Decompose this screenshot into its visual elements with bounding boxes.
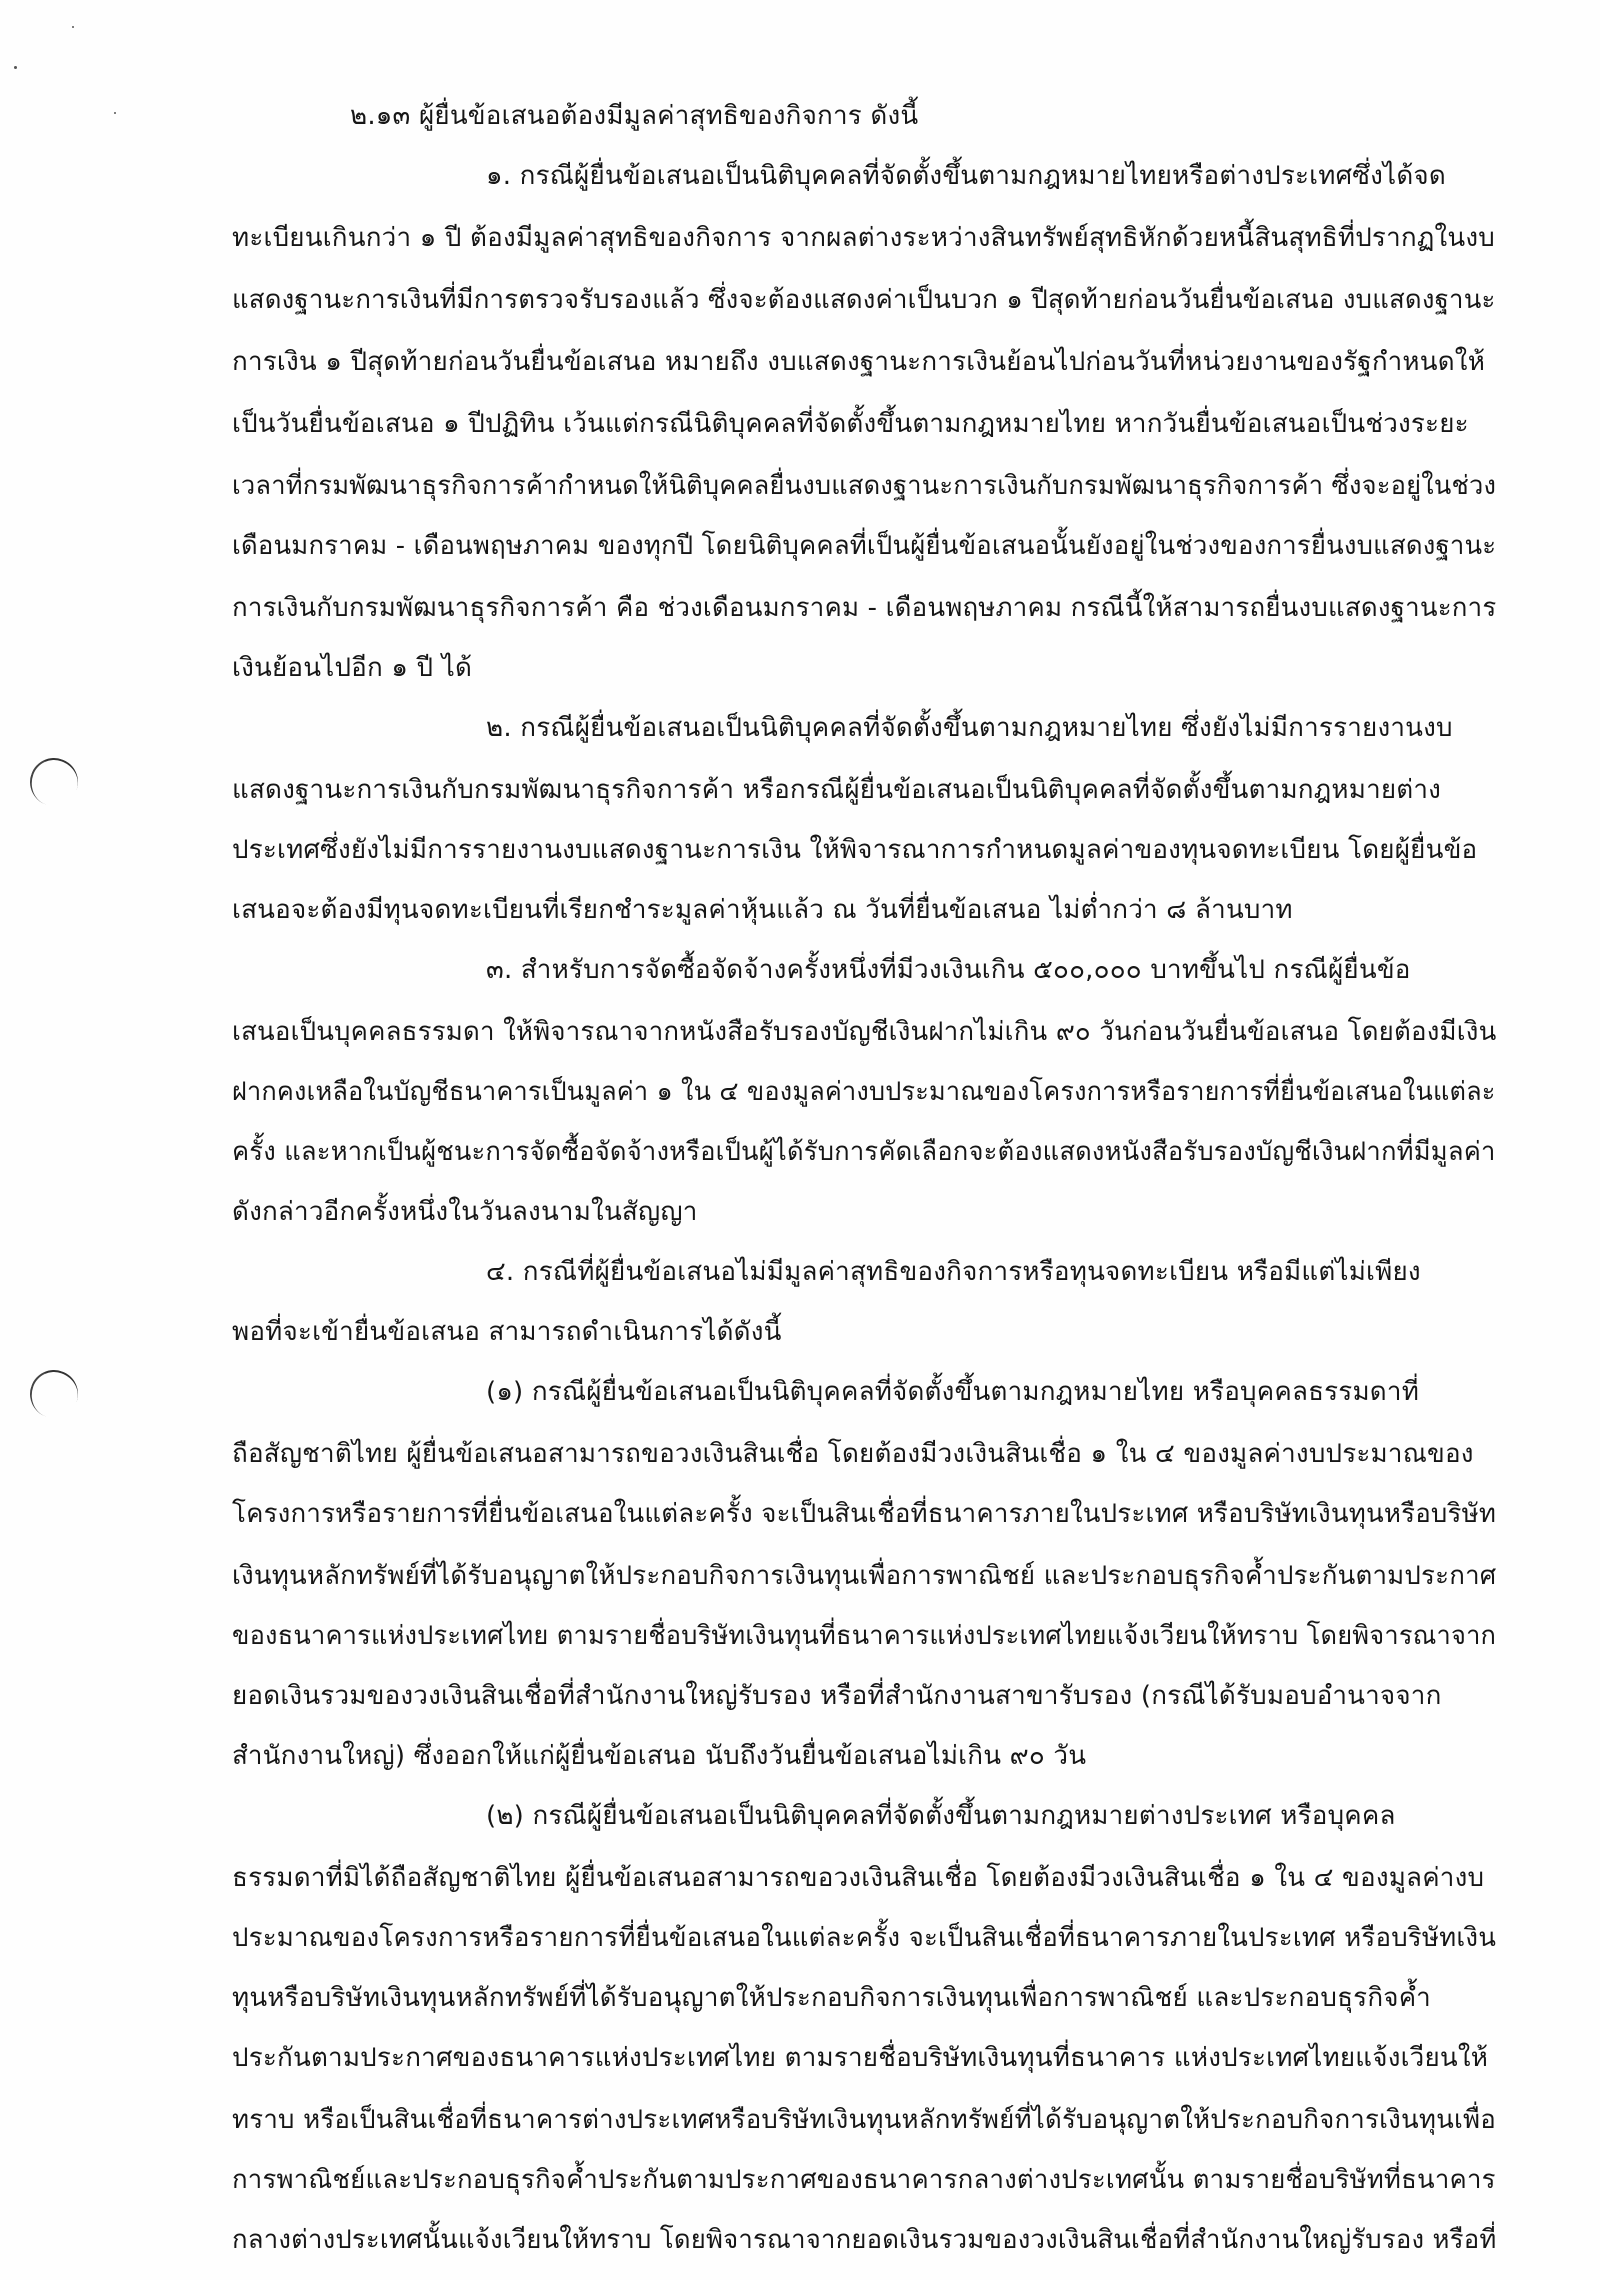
paragraph-line: ทะเบียนเกินกว่า ๑ ปี ต้องมีมูลค่าสุทธิของกิจการ จากผลต่างระหว่างสินทรัพย์สุทธิหักด้วยหนี้สินสุทธิที่ปรากฏในงบ — [232, 223, 1495, 253]
paragraph-line: ประเทศซึ่งยังไม่มีการรายงานงบแสดงฐานะการเงิน ให้พิจารณาการกำหนดมูลค่าของทุนจดทะเบียน โดยผู้ยื่นข้อ — [232, 835, 1478, 865]
paragraph-line: ถือสัญชาติไทย ผู้ยื่นข้อเสนอสามารถขอวงเงินสินเชื่อ โดยต้องมีวงเงินสินเชื่อ ๑ ใน ๔ ของมูลค่างบประมาณของ — [232, 1439, 1474, 1469]
scan-speck — [14, 66, 17, 69]
paragraph-line: ยอดเงินรวมของวงเงินสินเชื่อที่สำนักงานใหญ่รับรอง หรือที่สำนักงานสาขารับรอง (กรณีได้รับมอบอำนาจจาก — [232, 1681, 1442, 1711]
paragraph-line: ๒. กรณีผู้ยื่นข้อเสนอเป็นนิติบุคคลที่จัดตั้งขึ้นตามกฎหมายไทย ซึ่งยังไม่มีการรายงานงบ — [486, 713, 1453, 743]
paragraph-line: เดือนมกราคม - เดือนพฤษภาคม ของทุกปี โดยนิติบุคคลที่เป็นผู้ยื่นข้อเสนอนั้นยังอยู่ในช่วงของการยื่นงบแสดงฐานะ — [232, 531, 1497, 561]
paragraph-line: ๔. กรณีที่ผู้ยื่นข้อเสนอไม่มีมูลค่าสุทธิของกิจการหรือทุนจดทะเบียน หรือมีแต่ไม่เพียง — [486, 1257, 1421, 1287]
scan-speck — [72, 26, 74, 28]
paragraph-line: ประมาณของโครงการหรือรายการที่ยื่นข้อเสนอในแต่ละครั้ง จะเป็นสินเชื่อที่ธนาคารภายในประเทศ หรือบริษัทเงิน — [232, 1923, 1497, 1953]
paragraph-line: ๓. สำหรับการจัดซื้อจัดจ้างครั้งหนึ่งที่มีวงเงินเกิน ๕๐๐,๐๐๐ บาทขึ้นไป กรณีผู้ยื่นข้อ — [486, 955, 1411, 985]
paragraph-line: ฝากคงเหลือในบัญชีธนาคารเป็นมูลค่า ๑ ใน ๔ ของมูลค่างบประมาณของโครงการหรือรายการที่ยื่นข้อเสนอในแต่ละ — [232, 1077, 1496, 1107]
paragraph-line: เป็นวันยื่นข้อเสนอ ๑ ปีปฏิทิน เว้นแต่กรณีนิติบุคคลที่จัดตั้งขึ้นตามกฎหมายไทย หากวันยื่นข้อเสนอเป็นช่วงระยะ — [232, 409, 1469, 439]
paragraph-line: ประกันตามประกาศของธนาคารแห่งประเทศไทย ตามรายชื่อบริษัทเงินทุนที่ธนาคาร แห่งประเทศไทยแจ้งเวียนให้ — [232, 2043, 1489, 2073]
paragraph-line: (๑) กรณีผู้ยื่นข้อเสนอเป็นนิติบุคคลที่จัดตั้งขึ้นตามกฎหมายไทย หรือบุคคลธรรมดาที่ — [486, 1377, 1420, 1407]
paragraph-line: ของธนาคารแห่งประเทศไทย ตามรายชื่อบริษัทเงินทุนที่ธนาคารแห่งประเทศไทยแจ้งเวียนให้ทราบ โดยพิจารณาจาก — [232, 1621, 1497, 1651]
paragraph-line: เวลาที่กรมพัฒนาธุรกิจการค้ากำหนดให้นิติบุคคลยื่นงบแสดงฐานะการเงินกับกรมพัฒนาธุรกิจการค้า ซึ่งจะอยู่ในช่วง — [232, 471, 1497, 501]
paragraph-line: แสดงฐานะการเงินที่มีการตรวจรับรองแล้ว ซึ่งจะต้องแสดงค่าเป็นบวก ๑ ปีสุดท้ายก่อนวันยื่นข้อเสนอ งบแสดงฐานะ — [232, 285, 1496, 315]
paragraph-line: กลางต่างประเทศนั้นแจ้งเวียนให้ทราบ โดยพิจารณาจากยอดเงินรวมของวงเงินสินเชื่อที่สำนักงานใหญ่รับรอง หรือที่ — [232, 2225, 1497, 2255]
paragraph-line: เงินทุนหลักทรัพย์ที่ได้รับอนุญาตให้ประกอบกิจการเงินทุนเพื่อการพาณิชย์ และประกอบธุรกิจค้ำประกันตามประกาศ — [232, 1561, 1497, 1591]
paragraph-line: เงินย้อนไปอีก ๑ ปี ได้ — [232, 653, 473, 683]
paragraph-line: ๑. กรณีผู้ยื่นข้อเสนอเป็นนิติบุคคลที่จัดตั้งขึ้นตามกฎหมายไทยหรือต่างประเทศซึ่งได้จด — [486, 161, 1446, 191]
paragraph-line: พอที่จะเข้ายื่นข้อเสนอ สามารถดำเนินการได้ดังนี้ — [232, 1317, 782, 1347]
paragraph-line: การพาณิชย์และประกอบธุรกิจค้ำประกันตามประกาศของธนาคารกลางต่างประเทศนั้น ตามรายชื่อบริษัทที่ธนาคาร — [232, 2165, 1496, 2195]
paragraph-line: ครั้ง และหากเป็นผู้ชนะการจัดซื้อจัดจ้างหรือเป็นผู้ได้รับการคัดเลือกจะต้องแสดงหนังสือรับรองบัญชีเงินฝากที่มีมูลค่า — [232, 1137, 1496, 1167]
paragraph-line: ดังกล่าวอีกครั้งหนึ่งในวันลงนามในสัญญา — [232, 1197, 698, 1227]
scan-speck — [114, 112, 116, 114]
paragraph-line: ทราบ หรือเป็นสินเชื่อที่ธนาคารต่างประเทศหรือบริษัทเงินทุนหลักทรัพย์ที่ได้รับอนุญาตให้ประกอบกิจการเงินทุนเพื่อ — [232, 2105, 1496, 2135]
paragraph-line: การเงินกับกรมพัฒนาธุรกิจการค้า คือ ช่วงเดือนมกราคม - เดือนพฤษภาคม กรณีนี้ให้สามารถยื่นงบแสดงฐานะการ — [232, 593, 1497, 623]
paragraph-line: การเงิน ๑ ปีสุดท้ายก่อนวันยื่นข้อเสนอ หมายถึง งบแสดงฐานะการเงินย้อนไปก่อนวันที่หน่วยงานของรัฐกำหนดให้ — [232, 347, 1486, 377]
section-heading: ๒.๑๓ ผู้ยื่นข้อเสนอต้องมีมูลค่าสุทธิของกิจการ ดังนี้ — [350, 101, 919, 131]
paragraph-line: (๒) กรณีผู้ยื่นข้อเสนอเป็นนิติบุคคลที่จัดตั้งขึ้นตามกฎหมายต่างประเทศ หรือบุคคล — [486, 1801, 1396, 1831]
paragraph-line: แสดงฐานะการเงินกับกรมพัฒนาธุรกิจการค้า หรือกรณีผู้ยื่นข้อเสนอเป็นนิติบุคคลที่จัดตั้งขึ้นตามกฎหมายต่าง — [232, 775, 1442, 805]
paragraph-line: เสนอเป็นบุคคลธรรมดา ให้พิจารณาจากหนังสือรับรองบัญชีเงินฝากไม่เกิน ๙๐ วันก่อนวันยื่นข้อเสนอ โดยต้องมีเงิน — [232, 1017, 1497, 1047]
paragraph-line: สำนักงานใหญ่) ซึ่งออกให้แก่ผู้ยื่นข้อเสนอ นับถึงวันยื่นข้อเสนอไม่เกิน ๙๐ วัน — [232, 1741, 1087, 1771]
paragraph-line: โครงการหรือรายการที่ยื่นข้อเสนอในแต่ละครั้ง จะเป็นสินเชื่อที่ธนาคารภายในประเทศ หรือบริษัทเงินทุนหรือบริษัท — [232, 1499, 1497, 1529]
punch-hole-mark — [23, 1363, 85, 1425]
paragraph-line: ทุนหรือบริษัทเงินทุนหลักทรัพย์ที่ได้รับอนุญาตให้ประกอบกิจการเงินทุนเพื่อการพาณิชย์ และประกอบธุรกิจค้ำ — [232, 1983, 1431, 2013]
punch-hole-mark — [23, 751, 85, 813]
paragraph-line: ธรรมดาที่มิได้ถือสัญชาติไทย ผู้ยื่นข้อเสนอสามารถขอวงเงินสินเชื่อ โดยต้องมีวงเงินสินเชื่อ ๑ ใน ๔ ของมูลค่างบ — [232, 1863, 1485, 1893]
paragraph-line: เสนอจะต้องมีทุนจดทะเบียนที่เรียกชำระมูลค่าหุ้นแล้ว ณ วันที่ยื่นข้อเสนอ ไม่ต่ำกว่า ๘ ล้านบาท — [232, 895, 1293, 925]
